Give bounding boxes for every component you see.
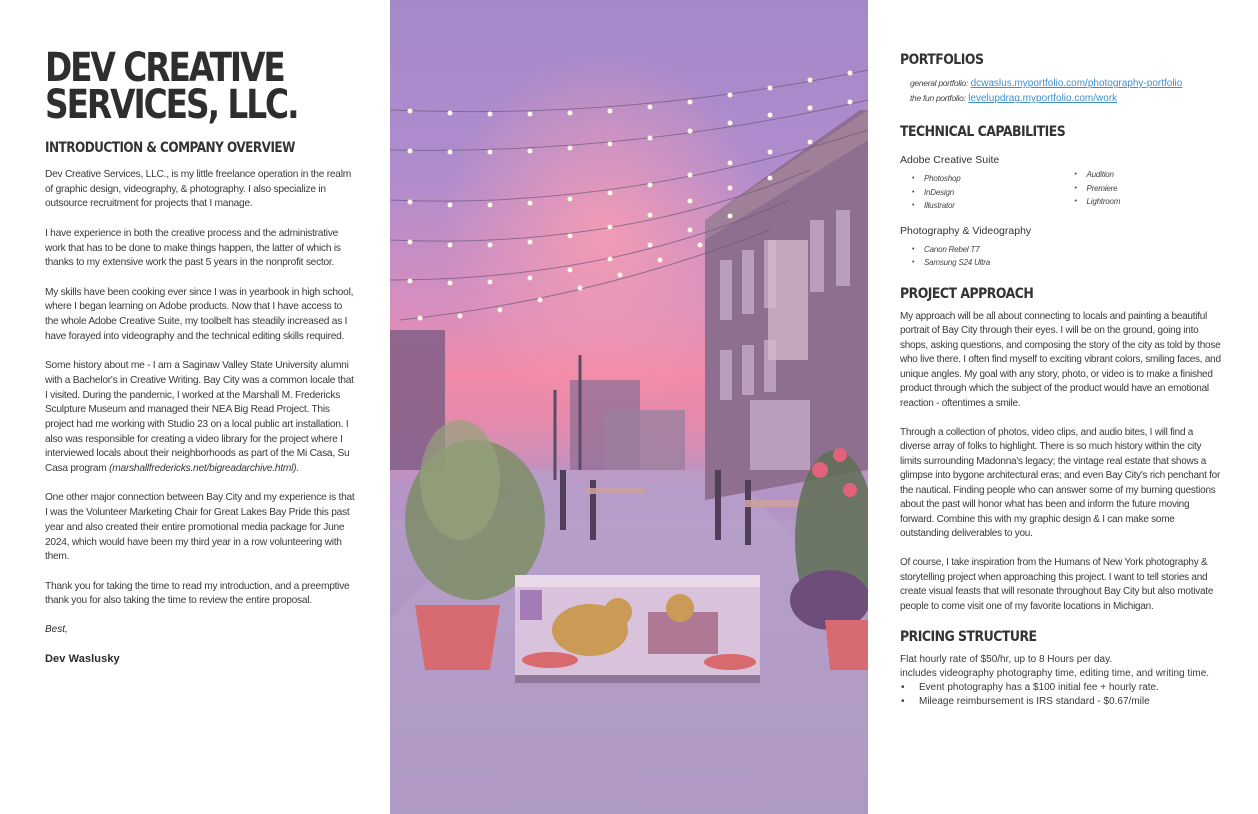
adobe-col-1	[900, 148, 1063, 213]
signature: Dev Waslusky	[45, 652, 120, 665]
pricing-line: includes videography photography time, editing time, and writing time.	[900, 667, 1210, 679]
portfolio-item	[900, 91, 1225, 106]
company-title	[45, 45, 357, 128]
fun-portfolio-link[interactable]: levelupdrag.myportfolio.com/work	[968, 93, 1118, 104]
company-title-line1: DEV CREATIVE	[45, 45, 284, 91]
intro-paragraph: I have experience in both the creative process and the administrative work that has to be done to make things happen, the latter of which is thanks to my extensive work the past 5 years in the nonprofit sector.	[45, 227, 341, 269]
intro-column	[45, 45, 355, 665]
intro-paragraph: Dev Creative Services, LLC., is my little freelance operation in the realm of graphic design, videography, & photography. I also specialize in outsource recruitment for projects that I manage.	[45, 169, 351, 210]
portfolio-label: general portfolio:	[910, 78, 968, 88]
general-portfolio-link[interactable]: dcwaslus.myportfolio.com/photography-portfolio	[970, 78, 1183, 89]
skill-item: • Illustrator	[912, 199, 1063, 213]
intro-paragraph: My skills have been cooking ever since I was in yearbook in high school, where I began learning on Adobe products. Now that I have access to the whole Adobe Creative Suite, my toolbelt has steadily increased as I have forayed into videography and the technical editing skills required.	[45, 286, 354, 342]
equipment-item: • Canon Rebel T7	[912, 243, 1225, 257]
approach-paragraph: My approach will be all about connecting to locals and painting a beautiful portrait of Bay City through their eyes. I will be on the ground, going into shops, asking questions, and composing the story of the city as told by those who live there. I often find myself to exciting vibrant colors, smiling faces, and unique angles. My goal with any story, photo, or video is to make a finished product through which the subject of the product would have an emotional reaction - oftentimes a smile.	[900, 310, 1221, 409]
skill-item: • Audition	[1075, 168, 1226, 182]
equipment-item: • Samsung S24 Ultra	[912, 256, 1225, 270]
approach-paragraph: Through a collection of photos, video clips, and audio bites, I will find a diverse array of folks to highlight. There is so much history within the city limits surrounding Madonna's legacy; the vintage real estate that shows a glimpse into bygone architectural eras; and even Bay City's rich penchant for the nautical. Finding people who can answer some of my burning questions about the past will honor what has been and inform the future moving forward. Combine this with my graphic design & I can make some outstanding deliverables to you.	[900, 426, 1221, 539]
pricing-section	[900, 629, 1225, 709]
intro-body	[45, 168, 355, 665]
adobe-title: Adobe Creative Suite	[900, 154, 1000, 166]
approach-heading: PROJECT APPROACH	[900, 285, 1034, 302]
portfolios-heading: PORTFOLIOS	[900, 52, 984, 68]
archive-link-text: (marshallfredericks.net/bigreadarchive.html).	[109, 463, 299, 475]
intro-paragraph: One other major connection between Bay City and my experience is that I was the Volunteer Marketing Chair for Great Lakes Bay Pride this past year and also created their entire promotional media package for June 2024, which would have been my third year in a row volunteering with them.	[45, 492, 355, 563]
technical-section	[900, 124, 1225, 270]
intro-paragraph: Thank you for taking the time to read my introduction, and a preemptive thank you for also taking the time to review the entire proposal.	[45, 580, 350, 607]
technical-heading: TECHNICAL CAPABILITIES	[900, 124, 1066, 140]
skill-item: • Photoshop	[912, 172, 1063, 186]
street-photo	[390, 0, 868, 814]
company-title-line2: SERVICES, LLC.	[45, 82, 298, 128]
portfolio-item	[900, 76, 1225, 91]
intro-heading: INTRODUCTION & COMPANY OVERVIEW	[45, 140, 295, 156]
street-photo-image	[390, 0, 868, 814]
skill-item: • Premiere	[1075, 182, 1226, 196]
history-text: Some history about me - I am a Saginaw Valley State University alumni with a Bachelor's in Creative Writing. Bay City was a common locale that I visited. During the pandemic, I worked at the Marshall M. Fredericks Sculpture Museum and managed their NEA Big Read Project. This project had me working with Studio 23 on a local public art installation. I also was responsible for creating a video library for the project where I interviewed locals about their neighborhoods as part of the Mi Casa, Su Casa program	[45, 360, 354, 475]
skill-item: • InDesign	[912, 186, 1063, 200]
adobe-col-2	[1063, 148, 1226, 213]
skill-item: • Lightroom	[1075, 195, 1226, 209]
intro-paragraph	[45, 359, 355, 477]
pricing-details	[900, 653, 1225, 709]
pricing-bullet: • Mileage reimbursement is IRS standard - $0.67/mile	[900, 695, 1225, 709]
approach-section	[900, 286, 1225, 615]
details-column	[900, 52, 1225, 709]
adobe-suite	[900, 148, 1225, 213]
signoff: Best,	[45, 623, 68, 635]
photo-title: Photography & Videography	[900, 224, 1032, 237]
pricing-heading: PRICING STRUCTURE	[900, 628, 1037, 645]
pricing-line: Flat hourly rate of $50/hr, up to 8 Hours per day.	[900, 653, 1113, 665]
approach-paragraph: Of course, I take inspiration from the Humans of New York photography & storytelling project when approaching this project. I want to tell stories and create visual feasts that will resonate throughout Bay City but also motivate people to come visit one of my favorite locations in Michigan.	[900, 557, 1214, 612]
portfolio-label: the fun portfolio:	[910, 93, 966, 103]
pricing-bullet: • Event photography has a $100 initial fee + hourly rate.	[900, 681, 1225, 695]
